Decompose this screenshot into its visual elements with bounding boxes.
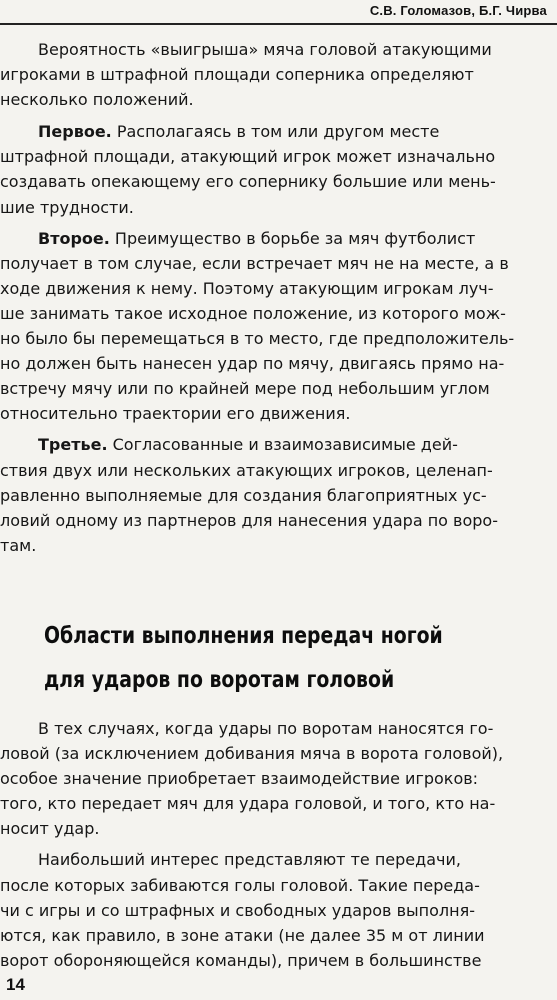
running-head: С.В. Голомазов, Б.Г. Чирва [369, 3, 547, 18]
text-line: ловий одному из партнеров для нанесения удара по воро- [0, 510, 498, 530]
heading-line: Области выполнения передач ногой [44, 623, 443, 649]
text-line: ются, как правило, в зоне атаки (не далее 35 м от линии [0, 925, 485, 945]
text-line: Первое. Располагаясь в том или другом месте [38, 122, 440, 142]
paragraph [0, 716, 557, 841]
text-line: равленно выполняемые для создания благоприятных ус- [0, 485, 487, 505]
text-line: получает в том случае, если встречает мяч не на месте, а в [0, 253, 509, 273]
header-rule [0, 23, 557, 25]
section1-text [0, 37, 557, 558]
text-line: игроками в штрафной площади соперника определяют [0, 65, 474, 85]
text-line: ходе движения к нему. Поэтому атакующим игрокам луч- [0, 278, 494, 298]
text-line: относительно траектории его движения. [0, 404, 351, 424]
section2-text [0, 716, 557, 973]
paragraph [0, 37, 557, 112]
text-line: ше занимать такое исходное положение, из которого мож- [0, 303, 506, 323]
text-line: встречу мячу или по крайней мере под небольшим углом [0, 379, 490, 399]
text-line: В тех случаях, когда удары по воротам наносятся го- [38, 719, 494, 738]
paragraph [0, 432, 557, 557]
page-number: 14 [6, 975, 25, 994]
text-line: Третье. Согласованные и взаимозависимые дей- [38, 435, 458, 455]
text-line: Вероятность «выигрыша» мяча головой атакующими [38, 40, 492, 59]
text-line: но было бы перемещаться в то место, где предположитель- [0, 329, 515, 349]
paragraph-lead-second: Второе. [38, 228, 110, 248]
text-line: но должен быть нанесен удар по мячу, двигаясь прямо на- [0, 354, 505, 374]
text-line: ствия двух или нескольких атакующих игроков, целенап- [0, 460, 493, 480]
section-heading [44, 614, 552, 702]
paragraph-lead-first: Первое. [38, 122, 112, 142]
text-line: чи с игры и со штрафных и свободных ударов выполня- [0, 900, 475, 920]
paragraph [0, 226, 557, 427]
text-line: ловой (за исключением добивания мяча в ворота головой), [0, 744, 504, 764]
text-line: там. [0, 535, 37, 555]
text-line: штрафной площади, атакующий игрок может изначально [0, 147, 496, 167]
heading-line: для ударов по воротам головой [44, 667, 395, 693]
paragraph [0, 847, 557, 972]
text-line: Второе. Преимущество в борьбе за мяч футболист [38, 228, 476, 248]
text-line: особое значение приобретает взаимодействие игроков: [0, 769, 479, 789]
paragraph [0, 119, 557, 219]
text-line: после которых забиваются голы головой. Такие переда- [0, 875, 480, 895]
text-line: шие трудности. [0, 197, 134, 217]
text-line: несколько положений. [0, 90, 194, 110]
text-line: создавать опекающему его сопернику большие или мень- [0, 172, 496, 192]
text-line: ворот обороняющейся команды), причем в большинстве [0, 950, 482, 970]
paragraph-lead-third: Третье. [38, 435, 108, 455]
text-line: носит удар. [0, 819, 100, 839]
text-line: того, кто передает мяч для удара головой, и того, кто на- [0, 794, 496, 814]
text-line: Наибольший интерес представляют те передачи, [38, 850, 461, 870]
